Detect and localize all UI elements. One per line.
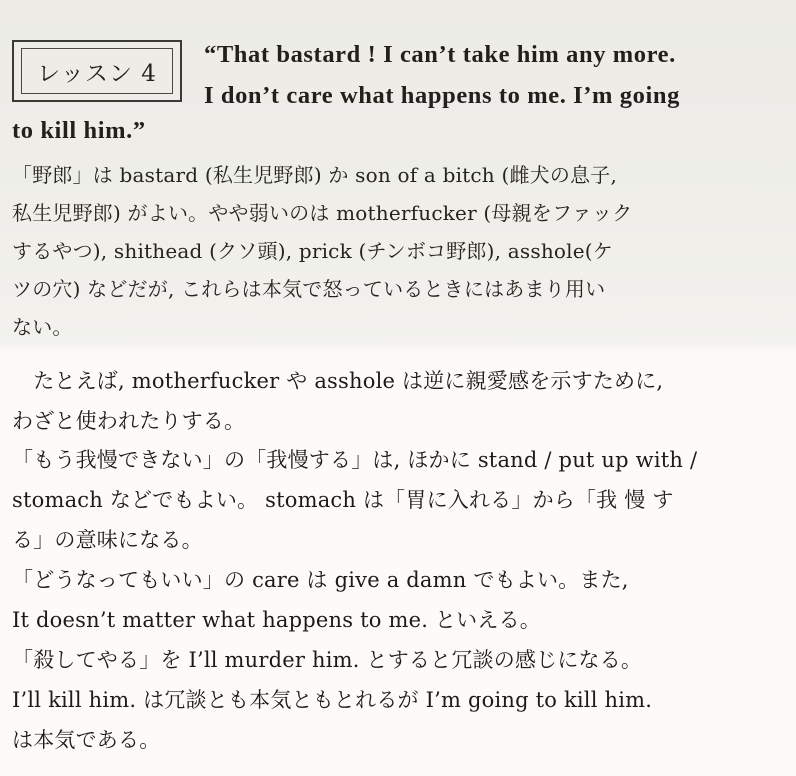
text-line: I’ll kill him. は冗談とも本気ともとれるが I’m going to kill him. [12,688,653,712]
text-line: たとえば, motherfucker や asshole は逆に親愛感を示すために, [12,369,664,393]
text-line: ない。 [12,315,73,339]
text-line: 「野郎」は bastard (私生児野郎) か son of a bitch (雌犬の息子, [12,163,618,187]
lesson-heading-box [12,40,182,102]
text-line: る」の意味になる。 [12,528,203,552]
text-line: 「殺してやる」を I’ll murder him. とすると冗談の感じになる。 [12,648,643,672]
text-line: 「どうなってもいい」の care は give a damn でもよい。また, [12,568,629,592]
lesson-heading-label: レッスン 4 [21,48,173,94]
text-line: するやつ), shithead (クソ頭), prick (チンボコ野郎), asshole(ケ [12,239,613,263]
text-line: It doesn’t matter what happens to me. といえる。 [12,608,541,632]
quote-line: I don’t care what happens to me. I’m going [204,82,680,109]
text-line: わざと使われたりする。 [12,409,246,433]
quote-line: to kill him.” [12,117,146,144]
text-line: 私生児野郎) がよい。やや弱いのは motherfucker (母親をファック [12,201,633,225]
text-line: stomach などでもよい。 stomach は「胃に入れる」から「我 慢 す [12,488,674,512]
text-line: ツの穴) などだが, これらは本気で怒っているときにはあまり用い [12,277,606,301]
quote-line: “That bastard ! I can’t take him any more. [204,41,676,68]
text-line: 「もう我慢できない」の「我慢する」は, ほかに stand / put up with / [12,448,698,472]
text-line: は本気である。 [12,728,161,752]
